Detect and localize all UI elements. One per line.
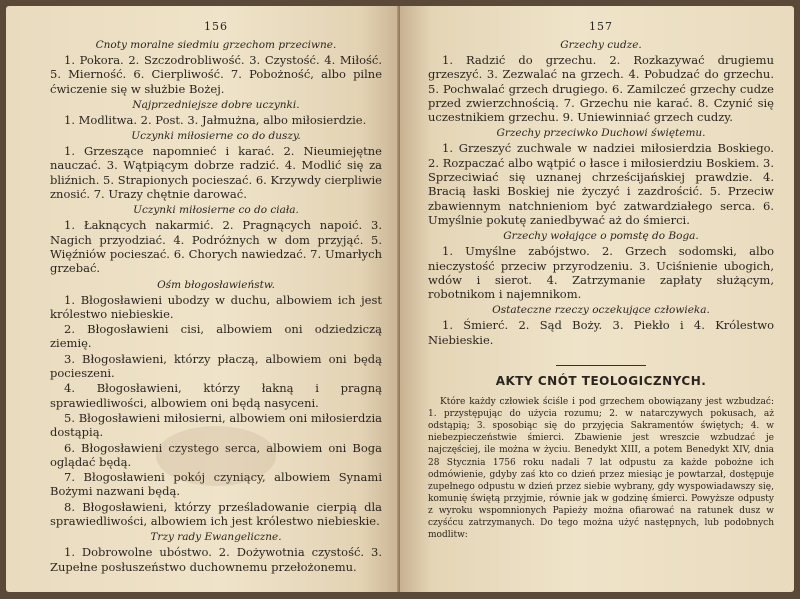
section-text: 1. Łaknących nakarmić. 2. Pragnących napoić. 3. Nagich przyodziać. 4. Podróżnych w dom przyjąć. 5. Więźniów pocieszać. 6. Chorych nawiedzać. 7. Umarłych grzebać.: [50, 218, 382, 276]
section-heading: Uczynki miłosierne co do ciała.: [133, 204, 299, 217]
beatitude-text: 4. Błogosławieni, którzy łakną i pragną sprawiedliwości, albowiem oni będą nasyceni.: [50, 381, 382, 410]
beatitude-text: 5. Błogosławieni miłosierni, albowiem oni miłosierdzia dostąpią.: [50, 410, 382, 440]
section-heading: Ośm błogosławieństw.: [157, 278, 275, 291]
beatitude-text: 3. Błogosławieni, którzy płaczą, albowiem oni będą pocieszeni.: [50, 351, 382, 381]
left-page: [6, 6, 400, 592]
beatitude-text: 7. Błogosławieni pokój czyniący, albowiem Synami Bożymi nazwani będą.: [50, 470, 382, 499]
page-number: 156: [204, 20, 228, 33]
beatitude-text: 6. Błogosławieni czystego serca, albowiem oni Boga oglądać będą.: [50, 440, 382, 469]
section-text: 1. Modlitwa. 2. Post. 3. Jałmużna, albo miłosierdzie.: [64, 112, 367, 127]
chapter-title: AKTY CNÓT TEOLOGICZNYCH.: [495, 374, 707, 389]
beatitude-text: 8. Błogosławieni, którzy prześladowanie cierpią dla sprawiedliwości, albowiem ich jest królestwo niebieskie.: [50, 499, 382, 529]
right-page: [400, 6, 794, 592]
section-heading: Trzy rady Ewangeliczne.: [150, 531, 282, 544]
section-heading: Ostateczne rzeczy oczekujące człowieka.: [492, 304, 710, 317]
section-text: 1. Umyślne zabójstwo. 2. Grzech sodomski, albo nieczystość przeciw przyrodzeniu. 3. Uciśnienie ubogich, wdów i sierot. 4. Zatrzymanie zapłaty służącym, robotnikom i najemnikom.: [428, 244, 774, 302]
section-text: 1. Dobrowolne ubóstwo. 2. Dożywotnia czystość. 3. Zupełne posłuszeństwo duchownemu przełożonemu.: [50, 545, 382, 574]
section-text: 1. Radzić do grzechu. 2. Rozkazywać drugiemu grzeszyć. 3. Zezwalać na grzech. 4. Pobudzać do grzechu. 5. Pochwalać grzech drugiego. 6. Zamilczeć grzechy cudze przed zwierzchnością. 7. Grzechu nie karać. 8. Czynić się uczestnikiem grzechu. 9. Uniewinniać grzech cudzy.: [428, 53, 774, 125]
section-heading: Grzechy przeciwko Duchowi świętemu.: [496, 127, 706, 140]
section-divider: [556, 365, 646, 366]
page-number: 157: [589, 20, 613, 33]
beatitude-text: 1. Błogosławieni ubodzy w duchu, albowiem ich jest królestwo niebieskie.: [50, 292, 382, 321]
section-heading: Uczynki miłosierne co do duszy.: [131, 130, 301, 143]
section-heading: Grzechy cudze.: [560, 39, 642, 51]
section-text: 1. Grzeszące napomnieć i karać. 2. Nieumiejętne nauczać. 3. Wątpiącym dobrze radzić. 4. Modlić się za bliźnich. 5. Strapionych pocieszać. 6. Krzywdy cierpliwie znosić. 7. Urazy chętnie darować.: [50, 144, 382, 202]
section-text: 1. Grzeszyć zuchwale w nadziei miłosierdzia Boskiego. 2. Rozpaczać albo wątpić o łasce i miłosierdziu Boskiem. 3. Sprzeciwiać się uznanej chrześcijańskiej prawdzie. 4. Bracią łaski Boskiej nie życzyć i zazdrościć. 5. Przeciw zbawiennym natchnieniom być zatwardziałego serca. 6. Umyślnie pokutę zaniedbywać aż do śmierci.: [428, 141, 774, 227]
page-stain: [156, 426, 276, 486]
intro-text: Które każdy człowiek ściśle i pod grzechem obowiązany jest wzbudzać: 1. przystępując do użycia rozumu; 2. w natarczywych pokusach, aż odstąpią; 3. sposobiąc się do przyjęcia Sakramentów świętych; 4. w niebezpieczeństwie śmierci. Zbawienie jest wreszcie wzbudzać je najczęściej, ile można w życiu. Benedykt XIII, a potem Benedykt XIV, dnia 28 Stycznia 1756 roku nadali 7 lat odpustu za każde pobożne ich odmówienie, gdyby zaś kto co dzień przez miesiąc je powtarzał, dostępuje zupełnego odpustu w dzień przez siebie wybrany, gdy wyspowiadawszy się, komunię świętą przyjmie, równie jak w godzinę śmierci. Powyższe odpusty z wyroku wspomnionych Papieży można ofiarować na ratunek dusz w czyśćcu zatrzymanych. Do tego można użyć następnych, lub podobnych modlitw:: [428, 397, 774, 541]
section-heading: Najprzedniejsze dobre uczynki.: [132, 98, 300, 111]
section-heading: Cnoty moralne siedmiu grzechom przeciwne.: [95, 39, 337, 51]
beatitude-text: 2. Błogosławieni cisi, albowiem oni odziedziczą ziemię.: [50, 322, 382, 351]
section-text: 1. Śmierć. 2. Sąd Boży. 3. Piekło i 4. Królestwo Niebieskie.: [428, 318, 774, 347]
section-heading: Grzechy wołające o pomstę do Boga.: [503, 230, 699, 243]
section-text: 1. Pokora. 2. Szczodrobliwość. 3. Czystość. 4. Miłość. 5. Mierność. 6. Cierpliwość. 7. Pobożność, albo pilne ćwiczenie się w służbie Bożej.: [50, 53, 382, 96]
